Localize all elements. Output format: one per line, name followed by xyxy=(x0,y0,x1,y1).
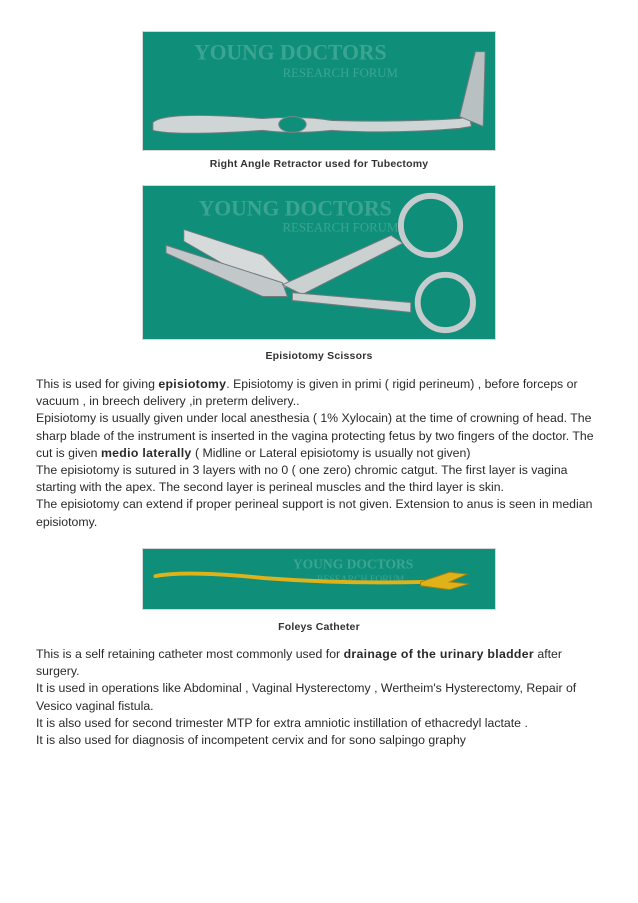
retractor-caption: Right Angle Retractor used for Tubectomy xyxy=(209,158,429,170)
watermark-main: YOUNG DOCTORS xyxy=(198,196,392,221)
catheter-photo xyxy=(142,548,496,610)
scissors-caption: Episiotomy Scissors xyxy=(265,350,373,362)
episiotomy-line-3: The episiotomy is sutured in 3 layers with no 0 ( one zero) chromic catgut. The first layer is vagina starting with the apex. The second layer is perineal muscles and the third layer is skin. xyxy=(36,463,568,495)
catheter-description xyxy=(36,646,606,749)
episiotomy-line-1: This is used for giving episiotomy. Episiotomy is given in primi ( rigid perineum) , before forceps or vacuum , in breech delivery ,in preterm delivery.. xyxy=(36,377,578,409)
scissors-photo xyxy=(142,185,496,340)
catheter-line-1: This is a self retaining catheter most commonly used for drainage of the urinary bladder after surgery. xyxy=(36,647,562,679)
watermark-sub: RESEARCH FORUM xyxy=(282,66,398,81)
episiotomy-line-4: The episiotomy can extend if proper perineal support is not given. Extension to anus is seen in median episiotomy. xyxy=(36,497,593,529)
watermark-sub: RESEARCH FORUM xyxy=(282,220,399,235)
retractor-photo xyxy=(142,31,496,151)
watermark-main: YOUNG DOCTORS xyxy=(292,556,414,572)
catheter-line-4: It is also used for diagnosis of incompetent cervix and for sono salpingo graphy xyxy=(36,733,466,748)
catheter-line-3: It is also used for second trimester MTP for extra amniotic instillation of ethacredyl lactate . xyxy=(36,715,528,730)
episiotomy-line-2: Episiotomy is usually given under local anesthesia ( 1% Xylocain) at the time of crowning of head. The sharp blade of the instrument is inserted in the vagina protecting fetus by two fingers of the doctor. The cut is given medio laterally ( Midline or Lateral episiotomy is usually not given) xyxy=(36,411,594,460)
catheter-illustration xyxy=(143,549,495,609)
catheter-caption: Foleys Catheter xyxy=(278,621,360,633)
watermark-sub: RESEARCH FORUM xyxy=(317,573,405,585)
episiotomy-description xyxy=(36,376,606,531)
retractor-illustration xyxy=(143,32,495,150)
scissors-illustration xyxy=(143,186,495,339)
watermark-main: YOUNG DOCTORS xyxy=(194,40,387,65)
catheter-line-2: It is used in operations like Abdominal , Vaginal Hysterectomy , Wertheim's Hysterectomy, Repair of Vesico vaginal fistula. xyxy=(36,681,577,713)
